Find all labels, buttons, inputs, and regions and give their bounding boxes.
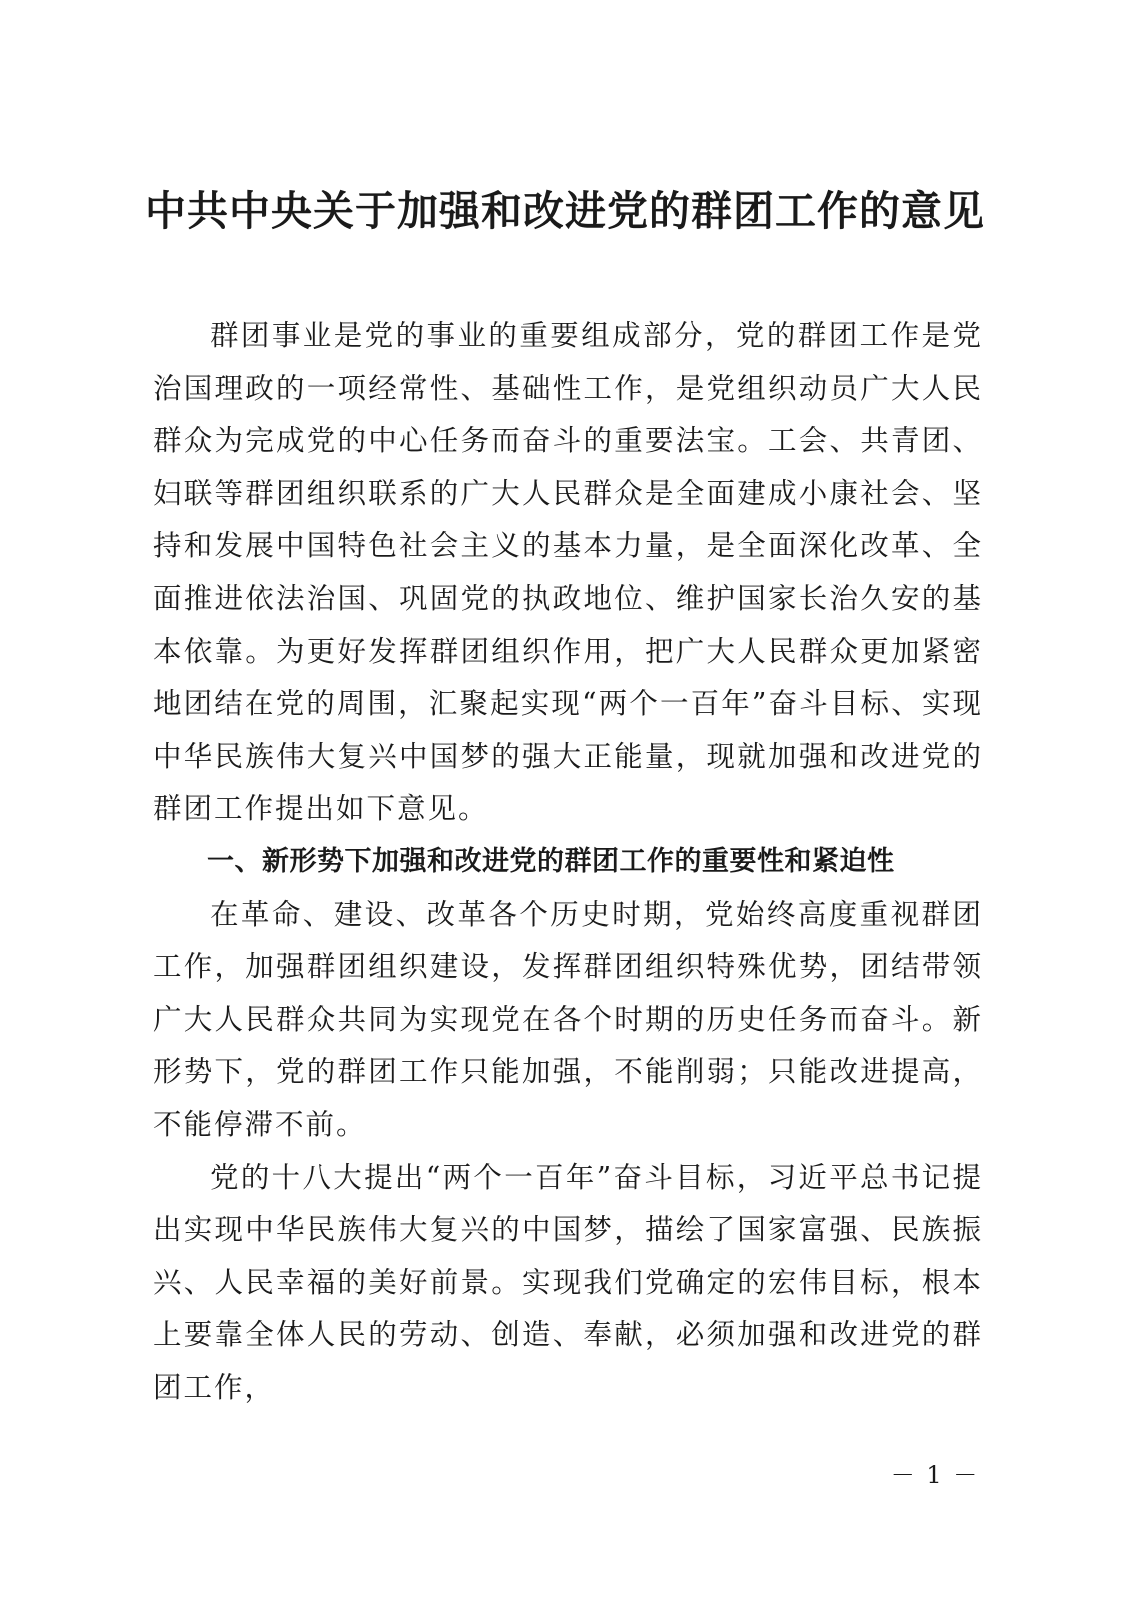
document-body <box>153 310 983 1414</box>
section-paragraph: 党的十八大提出“两个一百年”奋斗目标，习近平总书记提出实现中华民族伟大复兴的中国梦，描绘了国家富强、民族振兴、人民幸福的美好前景。实现我们党确定的宏伟目标，根本上要靠全体人民的劳动、创造、奉献，必须加强和改进党的群团工作， <box>153 1160 983 1404</box>
intro-paragraph: 群团事业是党的事业的重要组成部分，党的群团工作是党治国理政的一项经常性、基础性工作，是党组织动员广大人民群众为完成党的中心任务而奋斗的重要法宝。工会、共青团、妇联等群团组织联系的广大人民群众是全面建成小康社会、坚持和发展中国特色社会主义的基本力量，是全面深化改革、全面推进依法治国、巩固党的执政地位、维护国家长治久安的基本依靠。为更好发挥群团组织作用，把广大人民群众更加紧密地团结在党的周围，汇聚起实现“两个一百年”奋斗目标、实现中华民族伟大复兴中国梦的强大正能量，现就加强和改进党的群团工作提出如下意见。 <box>153 319 983 826</box>
section-paragraph: 在革命、建设、改革各个历史时期，党始终高度重视群团工作，加强群团组织建设，发挥群团组织特殊优势，团结带领广大人民群众共同为实现党在各个时期的历史任务而奋斗。新形势下，党的群团工作只能加强，不能削弱；只能改进提高，不能停滞不前。 <box>153 897 983 1141</box>
section-heading: 一、新形势下加强和改进党的群团工作的重要性和紧迫性 <box>207 845 895 877</box>
page-number: － 1 － <box>890 1461 980 1489</box>
document-title: 中共中央关于加强和改进党的群团工作的意见 <box>145 187 985 235</box>
